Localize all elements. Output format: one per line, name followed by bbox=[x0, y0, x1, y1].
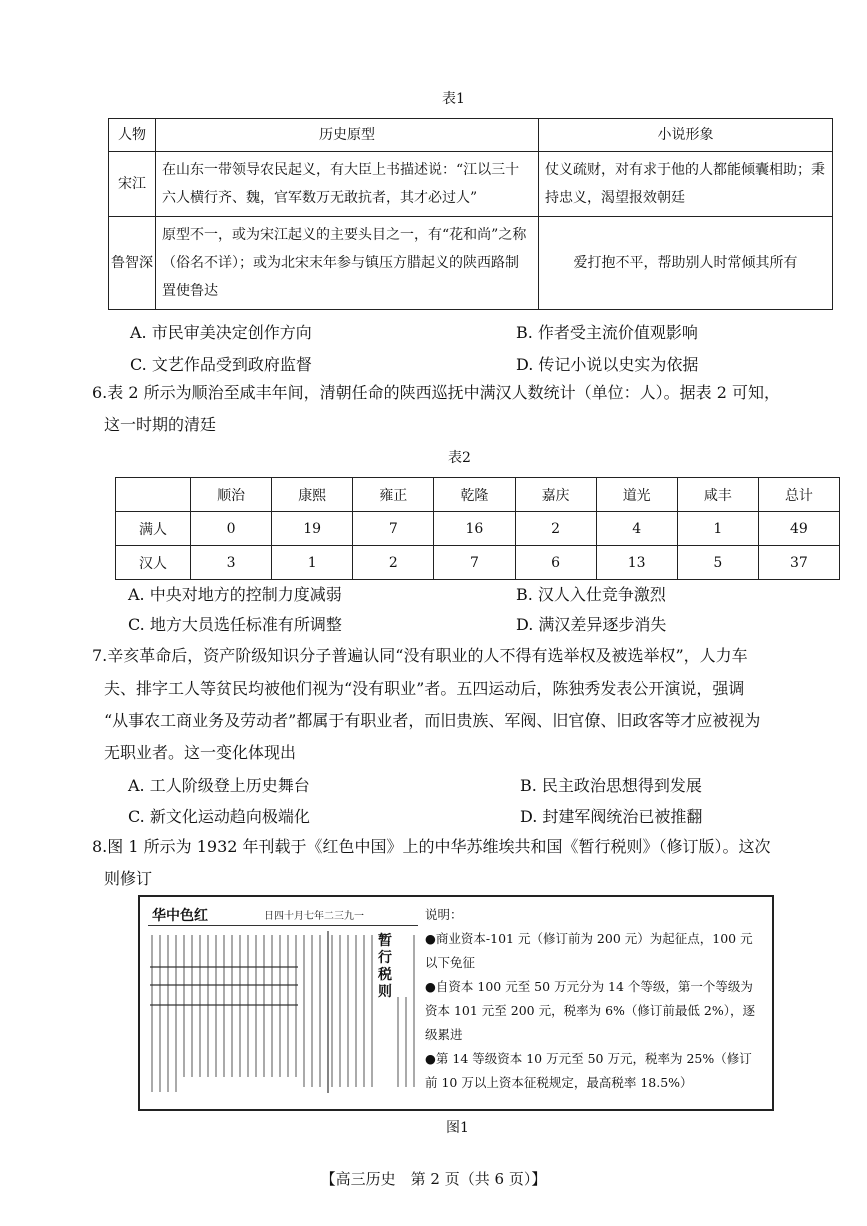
list-item: ●自资本 100 元至 50 万元分为 14 个等级，第一个等级为资本 101 元至 200 元，税率为 6%（修订前最低 2%），逐级累进 bbox=[425, 979, 755, 1042]
table1-caption: 表1 bbox=[442, 91, 465, 107]
table2-caption: 表2 bbox=[448, 450, 471, 466]
q5-option-c: C. 文艺作品受到政府监督 bbox=[130, 355, 312, 374]
q6-stem-line1: 6.表 2 所示为顺治至咸丰年间，清朝任命的陕西巡抚中满汉人数统计（单位：人）。据表 2 可知， bbox=[92, 383, 780, 402]
table1-header-prototype: 历史原型 bbox=[156, 119, 539, 152]
table1-person: 鲁智深 bbox=[109, 217, 156, 310]
notes-title: 说明： bbox=[425, 907, 463, 922]
table2-cell: 5 bbox=[677, 546, 758, 580]
table2 bbox=[115, 477, 840, 580]
q7-stem-line: 7.辛亥革命后，资产阶级知识分子普遍认同“没有职业的人不得有选举权及被选举权”，人力车 bbox=[92, 646, 748, 665]
table1-image: 爱打抱不平，帮助别人时常倾其所有 bbox=[539, 217, 833, 310]
list-item: ●第 14 等级资本 10 万元至 50 万元，税率为 25%（修订前 10 万以上资本征税规定，最高税率 18.5%） bbox=[425, 1051, 752, 1090]
newspaper-date: 日四十月七年二三九一 bbox=[264, 911, 364, 922]
q5-option-a: A. 市民审美决定创作方向 bbox=[130, 323, 312, 342]
newspaper-masthead: 华中色红 bbox=[152, 908, 208, 924]
table1-prototype: 原型不一，或为宋江起义的主要头目之一，有“花和尚”之称（俗名不详）；或为北宋末年参与镇压方腊起义的陕西路制置使鲁达 bbox=[156, 217, 539, 310]
table2-cell: 37 bbox=[758, 546, 839, 580]
table1-image: 仗义疏财，对有求于他的人都能倾囊相助；秉持忠义，渴望报效朝廷 bbox=[539, 152, 833, 217]
table2-cell: 汉人 bbox=[116, 546, 191, 580]
table2-cell: 7 bbox=[353, 512, 434, 546]
table2-cell: 19 bbox=[272, 512, 353, 546]
newspaper-headline: 暂行税则 bbox=[378, 933, 392, 1000]
table1-header-row bbox=[109, 119, 833, 152]
figure1-notes bbox=[425, 903, 763, 1095]
q5-option-b: B. 作者受主流价值观影响 bbox=[516, 323, 698, 342]
q7-stem-line: “从事农工商业务及劳动者”都属于有职业者，而旧贵族、军阀、旧官僚、旧政客等才应被视为 bbox=[104, 711, 761, 730]
table2-header-cell: 嘉庆 bbox=[515, 478, 596, 512]
table2-cell: 满人 bbox=[116, 512, 191, 546]
q8-stem-line2: 则修订 bbox=[104, 869, 153, 888]
q6-option-d: D. 满汉差异逐步消失 bbox=[516, 615, 667, 634]
table2-cell: 6 bbox=[515, 546, 596, 580]
table-row bbox=[109, 152, 833, 217]
q6-stem-line2: 这一时期的清廷 bbox=[104, 415, 217, 434]
table2-header-cell: 道光 bbox=[596, 478, 677, 512]
table2-cell: 7 bbox=[434, 546, 515, 580]
table2-header-cell: 康熙 bbox=[272, 478, 353, 512]
q7-option-c: C. 新文化运动趋向极端化 bbox=[128, 807, 310, 826]
table2-cell: 1 bbox=[677, 512, 758, 546]
q7-stem-line: 夫、排字工人等贫民均被他们视为“没有职业”者。五四运动后，陈独秀发表公开演说，强调 bbox=[104, 679, 745, 698]
q6-option-b: B. 汉人入仕竞争激烈 bbox=[516, 585, 666, 604]
q6-option-c: C. 地方大员选任标准有所调整 bbox=[128, 615, 342, 634]
table-row bbox=[116, 546, 840, 580]
table2-cell: 13 bbox=[596, 546, 677, 580]
table2-cell: 1 bbox=[272, 546, 353, 580]
table2-cell: 16 bbox=[434, 512, 515, 546]
table2-cell: 3 bbox=[191, 546, 272, 580]
q5-option-d: D. 传记小说以史实为依据 bbox=[516, 355, 699, 374]
figure1-caption: 图1 bbox=[446, 1120, 469, 1136]
newspaper-masthead-bar bbox=[148, 903, 418, 926]
table-row bbox=[109, 217, 833, 310]
q7-stem-line: 无职业者。这一变化体现出 bbox=[104, 743, 297, 762]
table2-header-cell: 咸丰 bbox=[677, 478, 758, 512]
table2-header-cell: 总计 bbox=[758, 478, 839, 512]
newspaper-clipping bbox=[148, 903, 418, 1099]
table2-cell: 0 bbox=[191, 512, 272, 546]
q7-option-a: A. 工人阶级登上历史舞台 bbox=[128, 776, 310, 795]
q8-stem-line1: 8.图 1 所示为 1932 年刊载于《红色中国》上的中华苏维埃共和国《暂行税则》（修订版）。这次 bbox=[92, 837, 771, 856]
table2-cell: 2 bbox=[353, 546, 434, 580]
table2-header-cell: 顺治 bbox=[191, 478, 272, 512]
table2-cell: 4 bbox=[596, 512, 677, 546]
q7-option-d: D. 封建军阀统治已被推翻 bbox=[520, 807, 703, 826]
table2-cell: 49 bbox=[758, 512, 839, 546]
table1-header-image: 小说形象 bbox=[539, 119, 833, 152]
page-footer: 【高三历史 第 2 页（共 6 页）】 bbox=[320, 1170, 547, 1188]
table1-person: 宋江 bbox=[109, 152, 156, 217]
table1-header-person: 人物 bbox=[109, 119, 156, 152]
table2-header-cell: 乾隆 bbox=[434, 478, 515, 512]
table1-prototype: 在山东一带领导农民起义，有大臣上书描述说：“江以三十六人横行齐、魏，官军数万无敢抗者，其才必过人” bbox=[156, 152, 539, 217]
figure1 bbox=[138, 895, 774, 1111]
table1 bbox=[108, 118, 833, 310]
table2-header-row bbox=[116, 478, 840, 512]
table2-header-cell bbox=[116, 478, 191, 512]
table2-cell: 2 bbox=[515, 512, 596, 546]
list-item: ●商业资本-101 元（修订前为 200 元）为起征点，100 元以下免征 bbox=[425, 931, 753, 970]
q7-option-b: B. 民主政治思想得到发展 bbox=[520, 776, 702, 795]
table-row bbox=[116, 512, 840, 546]
table2-header-cell: 雍正 bbox=[353, 478, 434, 512]
q6-option-a: A. 中央对地方的控制力度减弱 bbox=[128, 585, 342, 604]
